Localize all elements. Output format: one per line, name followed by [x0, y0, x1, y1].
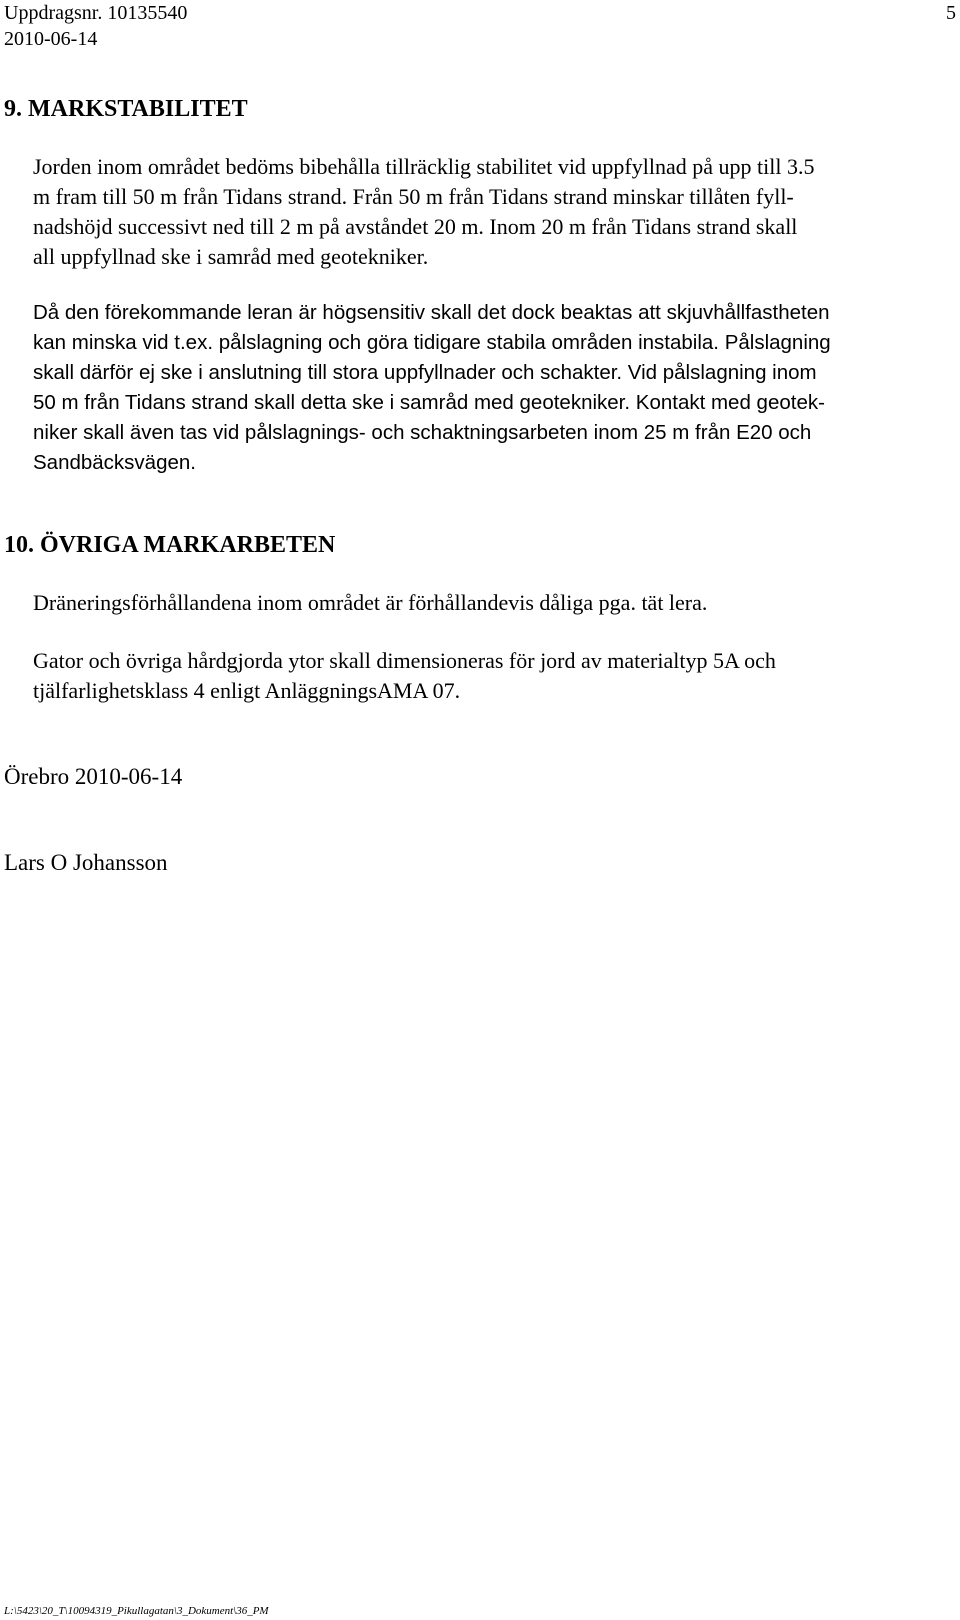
paragraph-line: nadshöjd successivt ned till 2 m på avståndet 20 m. Inom 20 m från Tidans strand skall — [33, 214, 798, 239]
signature-name: Lars O Johansson — [4, 850, 168, 875]
paragraph-line: Gator och övriga hårdgjorda ytor skall dimensioneras för jord av materialtyp 5A och — [33, 648, 776, 673]
section-9-heading: 9. MARKSTABILITET — [4, 96, 248, 122]
paragraph-line: tjälfarlighetsklass 4 enligt AnläggningsAMA 07. — [33, 678, 461, 703]
paragraph-line: Då den förekommande leran är högsensitiv skall det dock beaktas att skjuvhållfastheten — [33, 301, 830, 324]
paragraph-line: all uppfyllnad ske i samråd med geotekniker. — [33, 244, 429, 269]
footer-file-path: L:\5423\20_T\10094319_Pikullagatan\3_Dokument\36_PM — [4, 1605, 269, 1617]
section-10-paragraph-2 — [33, 646, 933, 706]
paragraph-line: 50 m från Tidans strand skall detta ske i samråd med geotekniker. Kontakt med geotek- — [33, 391, 825, 414]
paragraph-line: skall därför ej ske i anslutning till stora uppfyllnader och schakter. Vid pålslagning inom — [33, 361, 817, 384]
section-9-paragraph-1 — [33, 152, 933, 272]
assignment-number: Uppdragsnr. 10135540 — [4, 2, 188, 24]
paragraph-line: Dräneringsförhållandena inom området är förhållandevis dåliga pga. tät lera. — [33, 590, 708, 615]
header-info — [4, 0, 187, 52]
section-9-paragraph-2 — [33, 298, 933, 478]
section-10-heading: 10. ÖVRIGA MARKARBETEN — [4, 532, 336, 558]
place-and-date: Örebro 2010-06-14 — [4, 764, 183, 789]
section-10-paragraph-1 — [33, 588, 933, 618]
header-date: 2010-06-14 — [4, 28, 98, 50]
paragraph-line: m fram till 50 m från Tidans strand. Från 50 m från Tidans strand minskar tillåten fyll- — [33, 184, 794, 209]
paragraph-line: Jorden inom området bedöms bibehålla tillräcklig stabilitet vid uppfyllnad på upp till 3.5 — [33, 154, 815, 179]
paragraph-line: Sandbäcksvägen. — [33, 451, 196, 474]
page-number: 5 — [946, 2, 956, 24]
paragraph-line: kan minska vid t.ex. pålslagning och göra tidigare stabila områden instabila. Pålslagning — [33, 331, 831, 354]
paragraph-line: niker skall även tas vid pålslagnings- och schaktningsarbeten inom 25 m från E20 och — [33, 421, 812, 444]
